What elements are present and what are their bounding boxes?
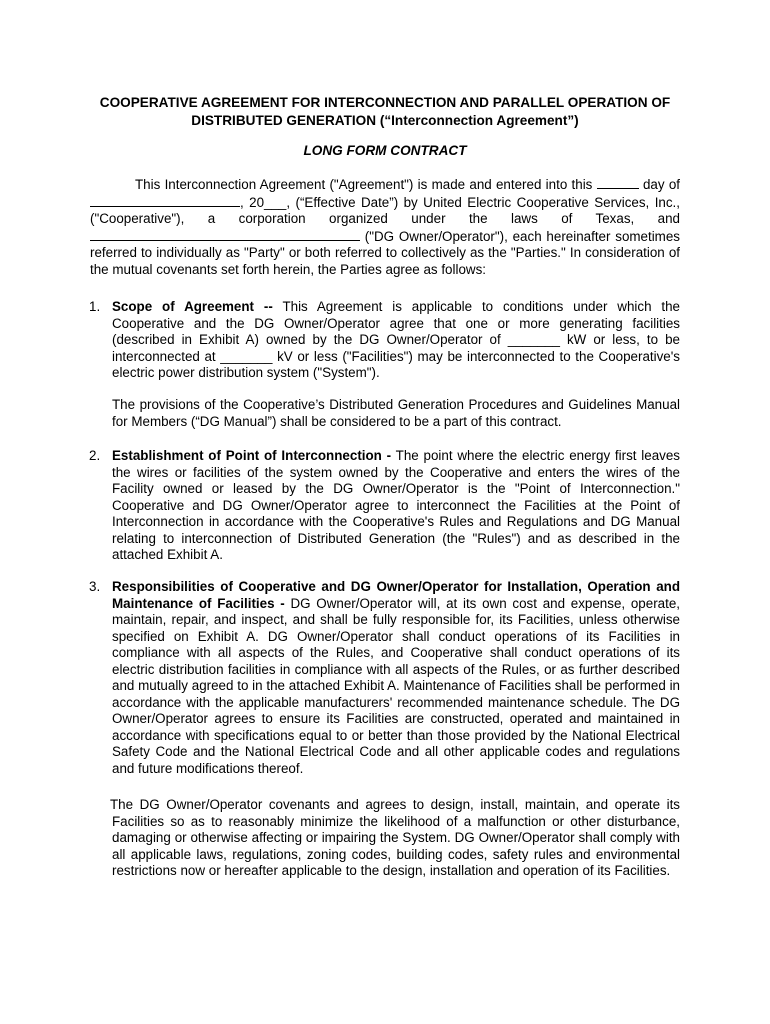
section-1-heading: Scope of Agreement -- [112,299,273,314]
section-3-heading: Responsibilities of Cooperative and DG Owner/Operator for Installation, Operation and Maintenance of Facilities - [112,579,680,611]
section-1-text: This Agreement is applicable to conditions under which the Cooperative and the DG Owner/Operator agree that one or more generating facilities (described in Exhibit A) owned by the DG Owner/Operator of _______ kW or less, to be interconnected at _______ kV or less ("Facilities") may be interconnected to the Cooperative's electric power distribution system ("System"). [112,299,680,380]
section-1-number: 1. [89,299,101,314]
intro-paragraph [90,176,680,278]
intro-text-3: , 20___, (“Effective Date”) by United Electric Cooperative Services, Inc., ("Cooperative"), a corporation organized under the laws of Texas, and [90,194,680,226]
intro-text-4: ("DG Owner/Operator"), each hereinafter sometimes referred to individually as "Party" or both referred to collectively as the "Parties." In consideration of the mutual covenants set forth herein, the Parties agree as follows: [90,228,680,277]
section-3-paragraph [112,579,680,777]
intro-text-1: This Interconnection Agreement ("Agreement") is made and entered into this [135,177,593,192]
section-1-paragraph-2: The provisions of the Cooperative’s Distributed Generation Procedures and Guidelines Manual for Members (“DG Manual”) shall be considered to be a part of this contract. [112,397,680,429]
section-3-number: 3. [89,579,101,594]
document-subtitle: LONG FORM CONTRACT [303,143,467,158]
section-2-heading: Establishment of Point of Interconnection - [112,448,392,463]
date-day-blank [597,176,639,189]
section-3-paragraph-2: The DG Owner/Operator covenants and agrees to design, install, maintain, and operate its Facilities so as to reasonably minimize the likelihood of a malfunction or other disturbance, damaging or otherwise affecting or impairing the System. DG Owner/Operator shall comply with all applicable laws, regulations, zoning codes, building codes, safety rules and environmental restrictions now or hereafter applicable to the design, installation and operation of its Facilities. [110,797,680,878]
title-line-2: DISTRIBUTED GENERATION (“Interconnection Agreement”) [191,113,579,128]
section-1-paragraph [112,299,680,382]
dg-owner-name-blank [90,228,360,241]
document-title [60,94,710,130]
section-3-text: DG Owner/Operator will, at its own cost and expense, operate, maintain, repair, and inspect, and shall be fully responsible for, its Facilities, unless otherwise specified on Exhibit A. DG Owner/Operator shall conduct operations of its Facilities in compliance with all aspects of the Rules, and Cooperative shall conduct operations of its electric distribution facilities in compliance with all aspects of the Rules, or as further described and mutually agreed to in the attached Exhibit A. Maintenance of Facilities shall be performed in accordance with the applicable manufacturers' recommended maintenance schedule. The DG Owner/Operator agrees to ensure its Facilities are constructed, operated and maintained in accordance with specifications equal to or better than those provided by the National Electrical Safety Code and the National Electrical Code and all other applicable codes and regulations and future modifications thereof. [112,595,680,776]
section-2-number: 2. [89,448,101,463]
date-month-blank [90,194,240,207]
intro-text-2: day of [642,177,680,192]
section-2-paragraph [112,448,680,564]
section-2-text: The point where the electric energy first leaves the wires or facilities of the system owned by the Cooperative and enters the wires of the Facility owned or leased by the DG Owner/Operator is the "Point of Interconnection." Cooperative and DG Owner/Operator agree to interconnect the Facilities at the Point of Interconnection in accordance with the Cooperative's Rules and Regulations and DG Manual relating to interconnection of Distributed Generation (the "Rules") and as described in the attached Exhibit A. [112,448,680,562]
title-line-1: COOPERATIVE AGREEMENT FOR INTERCONNECTION AND PARALLEL OPERATION OF [99,95,671,110]
